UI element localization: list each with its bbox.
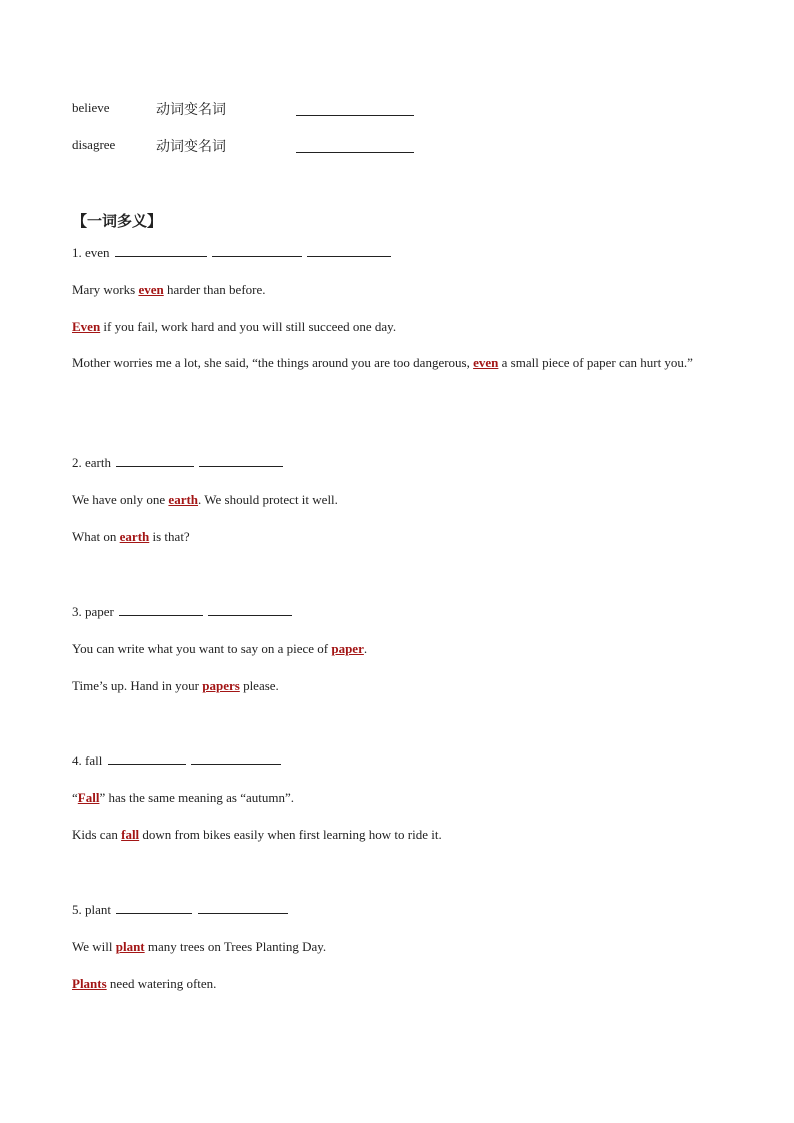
answer-blank[interactable] xyxy=(119,603,203,616)
example-sentence xyxy=(72,491,338,509)
sentence-text: Mary works xyxy=(72,282,139,297)
sentence-text: Mother worries me a lot, she said, “the things around you are too dangerous, xyxy=(72,355,474,370)
sentence-text: Time’s up. Hand in your xyxy=(72,678,203,693)
keyword: plant xyxy=(115,939,145,954)
sentence-text: . xyxy=(363,641,368,656)
vocab-word-disagree: disagree xyxy=(72,137,116,152)
answer-blank[interactable] xyxy=(116,901,192,914)
vocab-answer-blank-believe[interactable] xyxy=(296,101,414,116)
item-heading-fall xyxy=(72,752,281,770)
example-sentence xyxy=(72,318,396,336)
answer-blank[interactable] xyxy=(115,244,207,257)
example-sentence xyxy=(72,528,190,546)
sentence-text: if you fail, work hard and you will still succeed one day. xyxy=(100,319,397,334)
answer-blank[interactable] xyxy=(208,603,292,616)
vocab-type-disagree: 动词变名词 xyxy=(156,139,226,155)
sentence-text: is that? xyxy=(149,529,190,544)
keyword: even xyxy=(473,355,499,370)
item-heading-paper xyxy=(72,603,292,621)
item-number: 5. plant xyxy=(72,902,111,917)
sentence-text: ” has the same meaning as “autumn”. xyxy=(99,790,295,805)
keyword: Fall xyxy=(77,790,100,805)
sentence-text: need watering often. xyxy=(106,976,217,991)
example-sentence xyxy=(72,938,326,956)
item-heading-even xyxy=(72,244,391,262)
example-sentence xyxy=(72,640,367,658)
section-title: 【一词多义】 xyxy=(72,212,163,230)
sentence-text: What on xyxy=(72,529,120,544)
keyword: papers xyxy=(202,678,240,693)
sentence-text: harder than before. xyxy=(163,282,266,297)
item-heading-plant xyxy=(72,901,288,919)
keyword: earth xyxy=(119,529,150,544)
answer-blank[interactable] xyxy=(212,244,302,257)
item-number: 3. paper xyxy=(72,604,114,619)
answer-blank[interactable] xyxy=(198,901,288,914)
vocab-type-believe: 动词变名词 xyxy=(156,102,226,118)
answer-blank[interactable] xyxy=(116,454,194,467)
keyword: Even xyxy=(72,319,101,334)
sentence-text: a small piece of paper can hurt you.” xyxy=(498,355,693,370)
sentence-text: “ xyxy=(72,790,78,805)
sentence-text: We have only one xyxy=(72,492,169,507)
keyword: even xyxy=(138,282,164,297)
example-sentence xyxy=(72,826,442,844)
keyword: paper xyxy=(331,641,364,656)
example-sentence xyxy=(72,351,724,375)
vocab-answer-blank-disagree[interactable] xyxy=(296,138,414,153)
sentence-text: Kids can xyxy=(72,827,122,842)
sentence-text: down from bikes easily when first learning how to ride it. xyxy=(139,827,442,842)
item-number: 1. even xyxy=(72,245,110,260)
example-sentence xyxy=(72,677,279,695)
item-number: 4. fall xyxy=(72,753,103,768)
sentence-text: . We should protect it well. xyxy=(198,492,338,507)
example-sentence xyxy=(72,975,216,993)
item-heading-earth xyxy=(72,454,283,472)
example-sentence xyxy=(72,281,266,299)
sentence-text: many trees on Trees Planting Day. xyxy=(144,939,327,954)
answer-blank[interactable] xyxy=(199,454,283,467)
item-number: 2. earth xyxy=(72,455,111,470)
answer-blank[interactable] xyxy=(191,752,281,765)
sentence-text: We will xyxy=(72,939,116,954)
vocab-word-believe: believe xyxy=(72,100,110,115)
keyword: fall xyxy=(121,827,140,842)
answer-blank[interactable] xyxy=(307,244,391,257)
keyword: Plants xyxy=(72,976,107,991)
sentence-text: please. xyxy=(239,678,279,693)
answer-blank[interactable] xyxy=(108,752,186,765)
sentence-text: You can write what you want to say on a piece of xyxy=(72,641,332,656)
keyword: earth xyxy=(168,492,199,507)
example-sentence xyxy=(72,789,294,807)
